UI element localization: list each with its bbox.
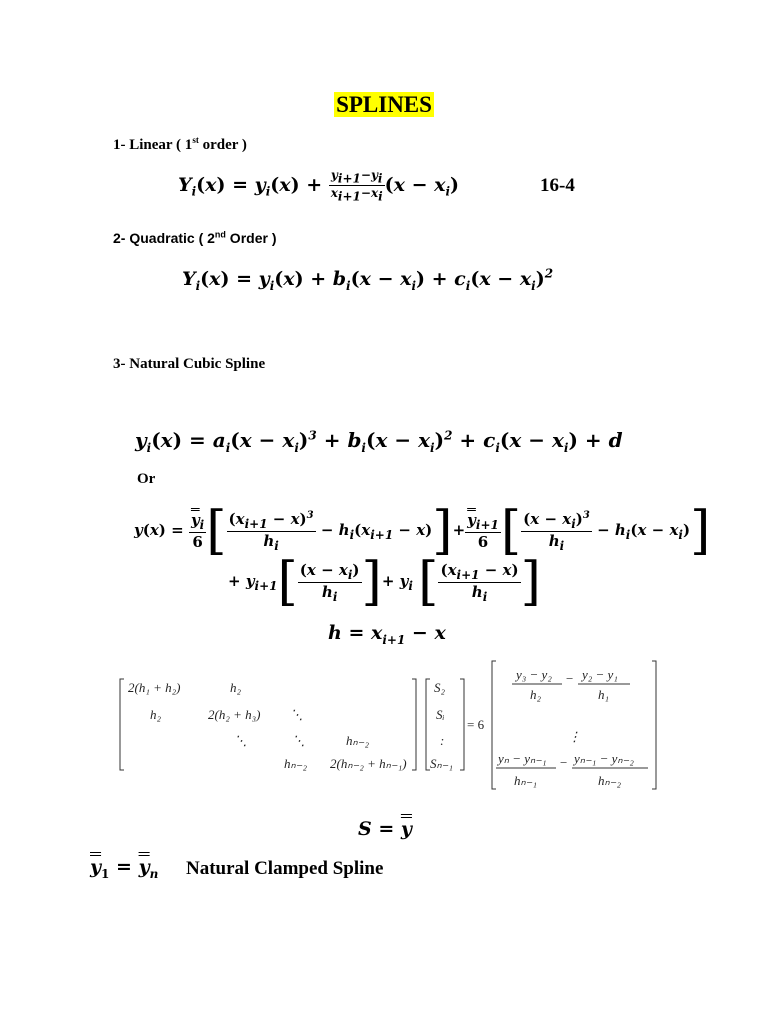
or-label: Or <box>137 471 156 487</box>
cubic-equation: $y_i(x) = a_i(x - x_i)^3 + b_i(x - x_i)^2 + c_i(x - x_i) + d$ <box>135 428 623 455</box>
svg-text:−: − <box>566 671 574 686</box>
svg-text:⋱: ⋱ <box>292 733 305 748</box>
svg-text:⋱: ⋱ <box>234 733 247 748</box>
natural-clamped-label: Natural Clamped Spline <box>186 858 384 879</box>
quadratic-heading: 2- Quadratic ( 2nd Order ) <box>113 229 277 246</box>
svg-text:hₙ₋₂: hₙ₋₂ <box>346 733 370 748</box>
svg-text:h₁: h₁ <box>598 687 610 702</box>
page-title: SPLINES <box>336 92 432 117</box>
svg-text:⋱: ⋱ <box>290 707 303 722</box>
h-definition: $h = x_{i+1} - x$ <box>328 622 446 647</box>
svg-text:h₂: h₂ <box>530 687 542 702</box>
cubic-heading: 3- Natural Cubic Spline <box>113 356 266 372</box>
quadratic-equation: $Y_i(x) = y_i(x) + b_i(x - x_i) + c_i(x - x_i)^2$ <box>182 266 554 293</box>
svg-text:S₂: S₂ <box>434 680 446 695</box>
svg-text:h₂: h₂ <box>150 707 162 722</box>
svg-text:2(h₁ + h₂): 2(h₁ + h₂) <box>128 680 181 695</box>
s-equals-ybar: S = y <box>358 818 412 840</box>
svg-text:= 6: = 6 <box>467 717 485 732</box>
natural-clamped-condition: $y_1 = y_n$ <box>90 856 159 881</box>
svg-text:y₃ − y₂: y₃ − y₂ <box>516 667 552 682</box>
linear-heading: 1- Linear ( 1st order ) <box>113 135 247 153</box>
svg-text:y₂ − y₁: y₂ − y₁ <box>582 667 618 682</box>
svg-text:Sₙ₋₁: Sₙ₋₁ <box>430 756 454 771</box>
svg-text:hₙ₋₂: hₙ₋₂ <box>284 756 308 771</box>
svg-text:hₙ₋₂: hₙ₋₂ <box>598 773 622 788</box>
svg-text:2(hₙ₋₂ + hₙ₋₁): 2(hₙ₋₂ + hₙ₋₁) <box>330 756 407 771</box>
svg-text:yₙ₋₁ − yₙ₋₂: yₙ₋₁ − yₙ₋₂ <box>574 751 634 766</box>
svg-text:Sᵢ: Sᵢ <box>436 707 445 722</box>
svg-text:yₙ − yₙ₋₁: yₙ − yₙ₋₁ <box>498 751 547 766</box>
svg-text:h₂: h₂ <box>230 680 242 695</box>
equation-number: 16-4 <box>540 175 575 196</box>
tridiagonal-system <box>112 655 672 795</box>
cubic-formula-line-1: y(x) = $\frac{y_i}{6}$ [ $\frac{(x_{i+1} - x)^3}{h_i}$ − $h_i(x_{i+1} - x)]+$ $\frac{y_{i+1}}{6}$ [ $\frac{(x - x_i)^3}{h_i}$ − $h_i(x - x_i)$] <box>134 501 711 561</box>
svg-text:⋮: ⋮ <box>568 729 581 744</box>
linear-equation: $Y_i(x) = y_i(x)$ + $\frac{y_{i+1}-y_i}{x_{i+1}-x_i}$ $(x - x_i)$ <box>178 168 460 204</box>
svg-text:−: − <box>560 755 568 770</box>
cubic-formula-line-2: + $y_{i+1}$[ $\frac{(x - x_i)}{h_i}$ ]+ $y_i$ [ $\frac{(x_{i+1} - x)}{h_i}$ ] <box>228 552 541 612</box>
svg-text::: : <box>440 733 445 748</box>
svg-text:hₙ₋₁: hₙ₋₁ <box>514 773 538 788</box>
svg-text:2(h₂ + h₃): 2(h₂ + h₃) <box>208 707 261 722</box>
